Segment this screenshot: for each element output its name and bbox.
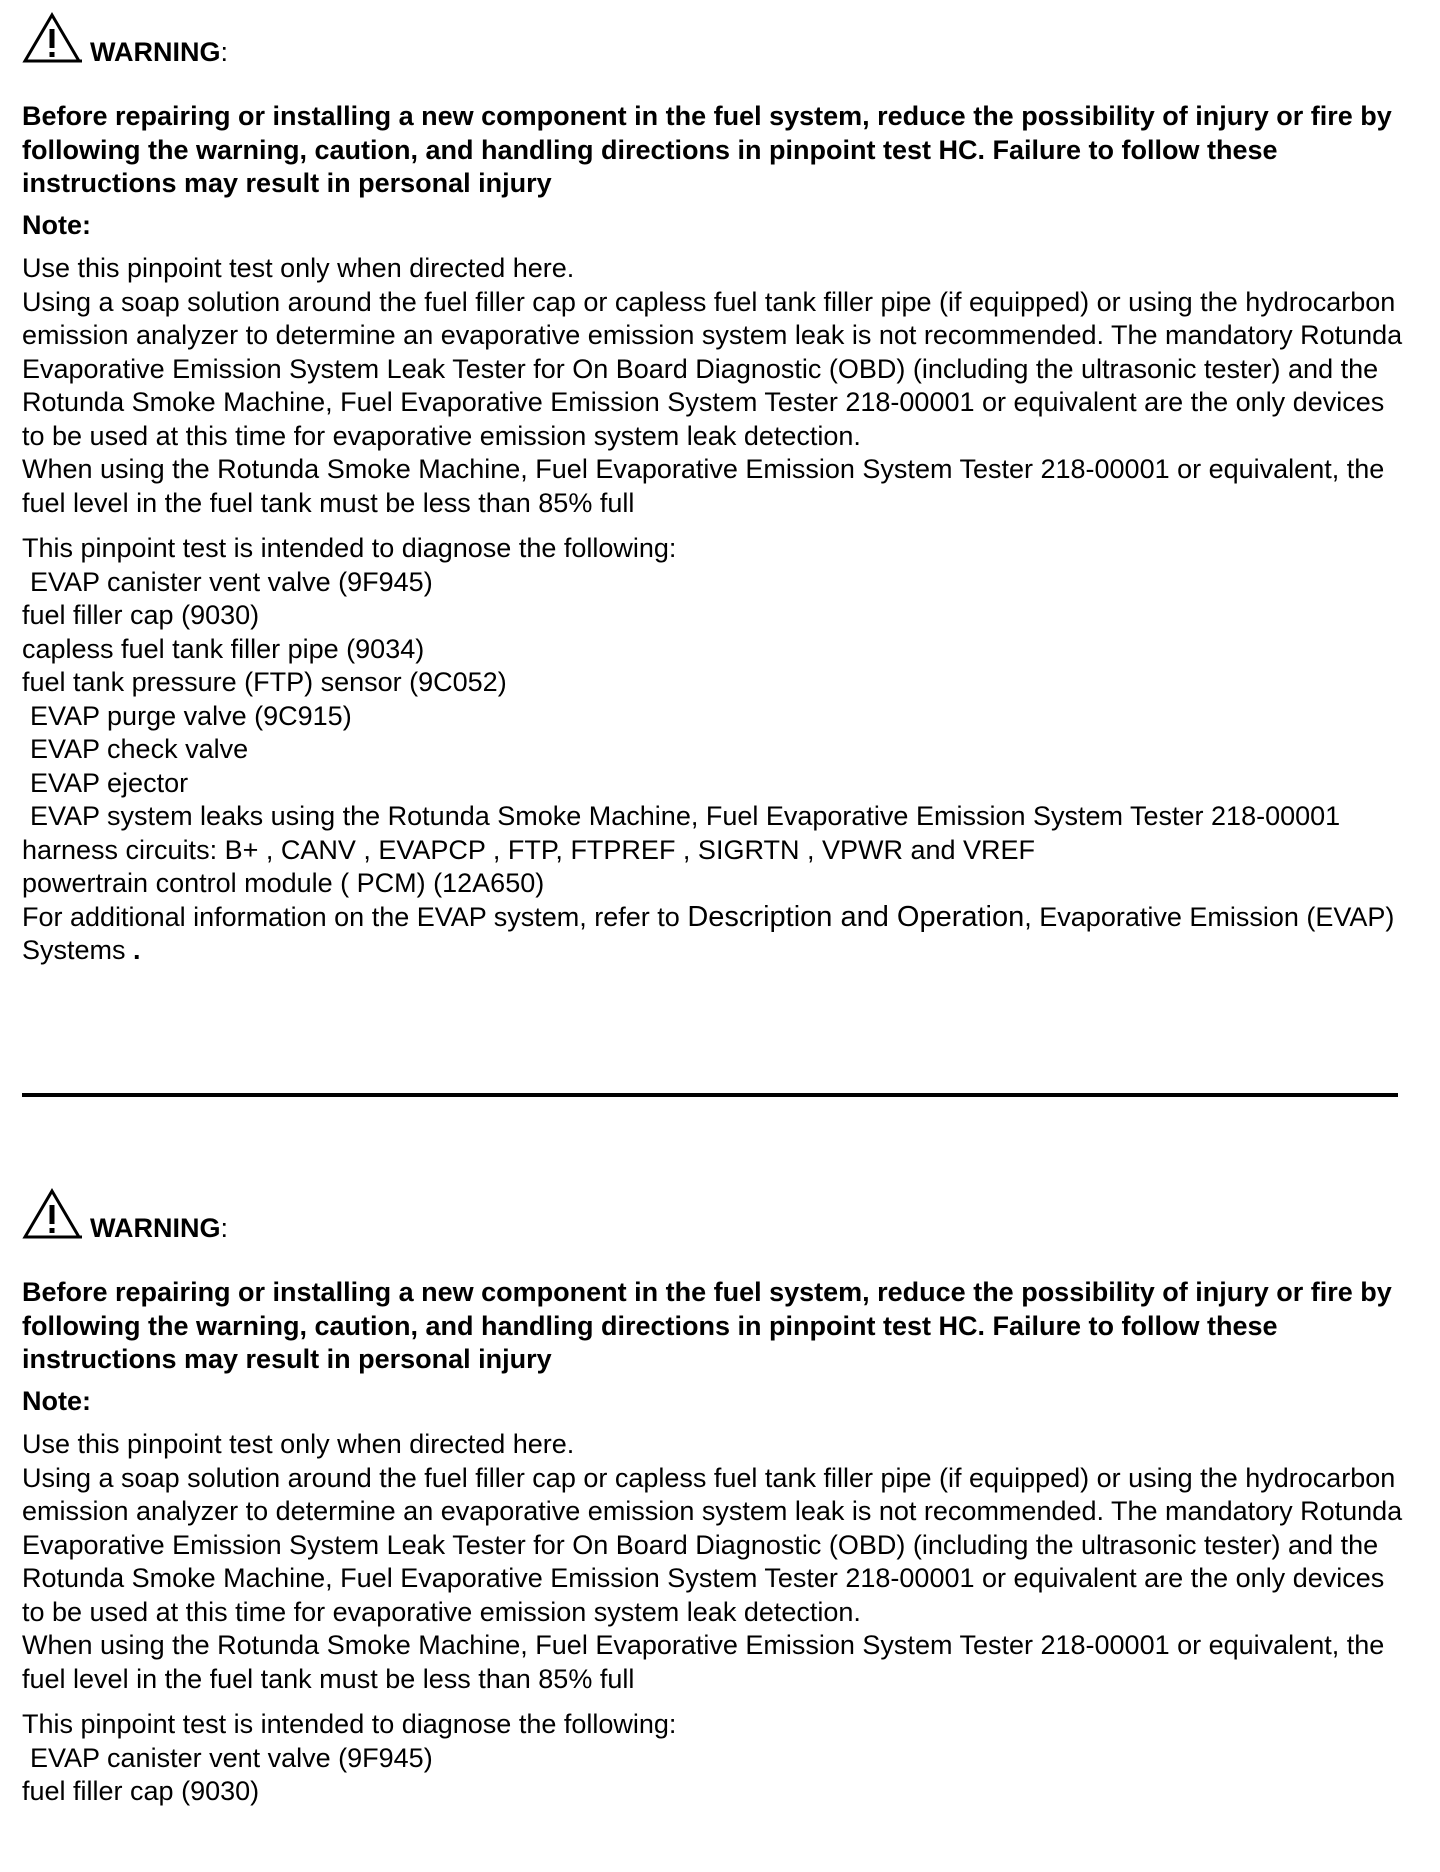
warning-triangle-icon [22, 1188, 82, 1240]
note-line: When using the Rotunda Smoke Machine, Fuel Evaporative Emission System Tester 218-00001 or equivalent, the fuel level in the fuel tank must be less than 85% full [22, 454, 1385, 518]
pinpoint-section-2 [22, 1176, 1412, 1809]
note-line: Use this pinpoint test only when directed here. [22, 253, 575, 283]
list-item: EVAP ejector [30, 767, 189, 798]
note-line: When using the Rotunda Smoke Machine, Fuel Evaporative Emission System Tester 218-00001 or equivalent, the fuel level in the fuel tank must be less than 85% full [22, 1630, 1385, 1694]
section-divider [22, 1093, 1398, 1097]
diagnose-list [22, 532, 1412, 968]
diagnose-intro: This pinpoint test is intended to diagnose the following: [22, 1709, 677, 1739]
diagnose-intro: This pinpoint test is intended to diagnose the following: [22, 533, 677, 563]
additional-info-prefix: For additional information on the EVAP system, refer to [22, 901, 680, 932]
warning-text: Before repairing or installing a new component in the fuel system, reduce the possibility of injury or fire by following the warning, caution, and handling directions in pinpoint test HC. Failure to follow these instructions may result in personal injury [22, 101, 1392, 198]
note-line: Using a soap solution around the fuel filler cap or capless fuel tank filler pipe (if equipped) or using the hydrocarbon emission analyzer to determine an evaporative emission system leak is not recommended. The mandatory Rotunda Evaporative Emission System Leak Tester for On Board Diagnostic (OBD) (including the ultrasonic tester) and the Rotunda Smoke Machine, Fuel Evaporative Emission System Tester 218-00001 or equivalent are the only devices to be used at this time for evaporative emission system leak detection. [22, 286, 1403, 451]
note-label: Note: [22, 1385, 91, 1416]
list-item: capless fuel tank filler pipe (9034) [22, 633, 425, 664]
list-item: fuel filler cap (9030) [22, 1776, 260, 1806]
warning-header [22, 0, 1412, 72]
warning-header [22, 1176, 1412, 1248]
list-item: fuel filler cap (9030) [22, 600, 260, 630]
diagnose-list [22, 1708, 1412, 1809]
warning-label: WARNING: [90, 1213, 229, 1243]
list-item: EVAP canister vent valve (9F945) [30, 566, 433, 597]
list-item: EVAP check valve [30, 734, 249, 764]
additional-info: For additional information on the EVAP system, refer to Description and Operation, Evaporative Emission (EVAP) Systems . [22, 900, 1395, 965]
list-item: EVAP purge valve (9C915) [30, 700, 352, 731]
list-item: harness circuits: B+ , CANV , EVAPCP , FTP, FTPREF , SIGRTN , VPWR and VREF [22, 834, 1036, 865]
warning-triangle-icon [22, 12, 82, 64]
list-item: EVAP canister vent valve (9F945) [30, 1742, 433, 1773]
list-item: fuel tank pressure (FTP) sensor (9C052) [22, 667, 507, 697]
note-body [22, 252, 1412, 520]
description-operation-link[interactable]: Description and Operation [687, 900, 1025, 933]
note-label: Note: [22, 209, 91, 240]
note-line: Using a soap solution around the fuel filler cap or capless fuel tank filler pipe (if equipped) or using the hydrocarbon emission analyzer to determine an evaporative emission system leak is not recommended. The mandatory Rotunda Evaporative Emission System Leak Tester for On Board Diagnostic (OBD) (including the ultrasonic tester) and the Rotunda Smoke Machine, Fuel Evaporative Emission System Tester 218-00001 or equivalent are the only devices to be used at this time for evaporative emission system leak detection. [22, 1462, 1403, 1627]
list-item: powertrain control module ( PCM) (12A650) [22, 868, 545, 898]
note-line: Use this pinpoint test only when directed here. [22, 1429, 575, 1459]
pinpoint-section-1 [22, 0, 1412, 968]
list-item: EVAP system leaks using the Rotunda Smoke Machine, Fuel Evaporative Emission System Tester 218-00001 [30, 801, 1341, 831]
warning-text: Before repairing or installing a new component in the fuel system, reduce the possibility of injury or fire by following the warning, caution, and handling directions in pinpoint test HC. Failure to follow these instructions may result in personal injury [22, 1277, 1392, 1374]
evap-systems-link[interactable]: Evaporative Emission (EVAP) Systems [22, 901, 1395, 965]
note-body [22, 1428, 1412, 1696]
warning-label: WARNING: [90, 37, 229, 67]
